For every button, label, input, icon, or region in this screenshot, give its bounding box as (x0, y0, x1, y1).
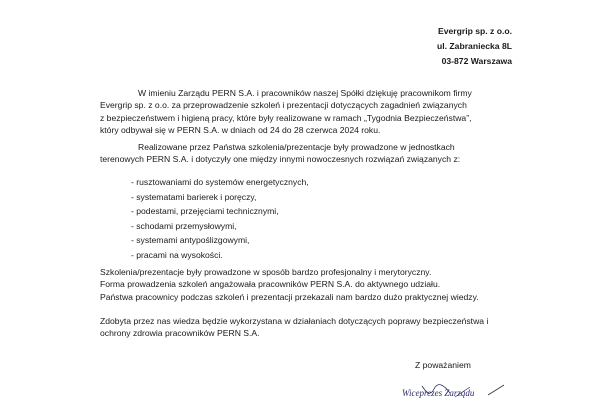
list-item: - pracami na wysokości. (131, 249, 223, 260)
text-line: Realizowane przez Państwa szkolenia/prezentacje były prowadzone w jednostkach (138, 142, 455, 152)
paragraph-knowledge (100, 315, 488, 340)
text-line: W imieniu Zarządu PERN S.A. i pracowników naszej Spółki dziękuję pracownikom firmy (138, 88, 472, 98)
list-item: - schodami przemysłowymi, (131, 220, 237, 231)
text-line: terenowych PERN S.A. i dotyczyły one między innymi nowoczesnych rozwiązań związanych z: (100, 154, 461, 165)
text-line: Państwa pracownicy podczas szkoleń i prezentacji przekazali nam bardzo dużo praktycznej wiedzy. (100, 291, 479, 302)
closing-salutation: Z poważaniem (415, 360, 471, 370)
text-line: ochrony zdrowia pracowników PERN S.A. (100, 328, 260, 339)
paragraph-topics (100, 141, 460, 166)
text-line: Forma prowadzenia szkoleń angażowała pracowników PERN S.A. do aktywnego udziału. (100, 279, 441, 290)
recipient-address (437, 24, 512, 69)
list-item: - podestami, przejęciami technicznymi, (131, 206, 279, 217)
list-item: - rusztowaniami do systemów energetycznych, (131, 177, 309, 187)
text-line: Szkolenia/prezentacje były prowadzone w sposób bardzo profesjonalny i merytoryczny. (100, 267, 432, 277)
text-line: który odbywał się w PERN S.A. w dniach od 24 do 28 czerwca 2024 roku. (100, 125, 381, 136)
recipient-company: Evergrip sp. z o.o. (437, 26, 512, 36)
text-line: Evergrip sp. z o.o. za przeprowadzenie szkoleń i prezentacji dotyczących zagadnień związanych (100, 100, 467, 111)
paragraph-thanks (100, 87, 472, 137)
paragraph-quality (100, 266, 479, 303)
signature-stamp (400, 383, 510, 400)
list-item: - systemami antypoślizgowymi, (131, 235, 250, 246)
recipient-city: 03-872 Warszawa (441, 56, 512, 66)
recipient-street: ul. Zabraniecka 8L (437, 41, 512, 51)
signature-text: Wiceprezes Zarządu (402, 388, 475, 398)
topics-list (131, 175, 309, 263)
list-item: - systematami barierek i poręczy, (131, 191, 257, 202)
text-line: Zdobyta przez nas wiedza będzie wykorzystana w działaniach dotyczących poprawy bezpieczeństwa i (100, 316, 489, 326)
text-line: z bezpieczeństwem i higieną pracy, które były realizowane w ramach „Tygodnia Bezpieczeństwa”, (100, 112, 472, 123)
